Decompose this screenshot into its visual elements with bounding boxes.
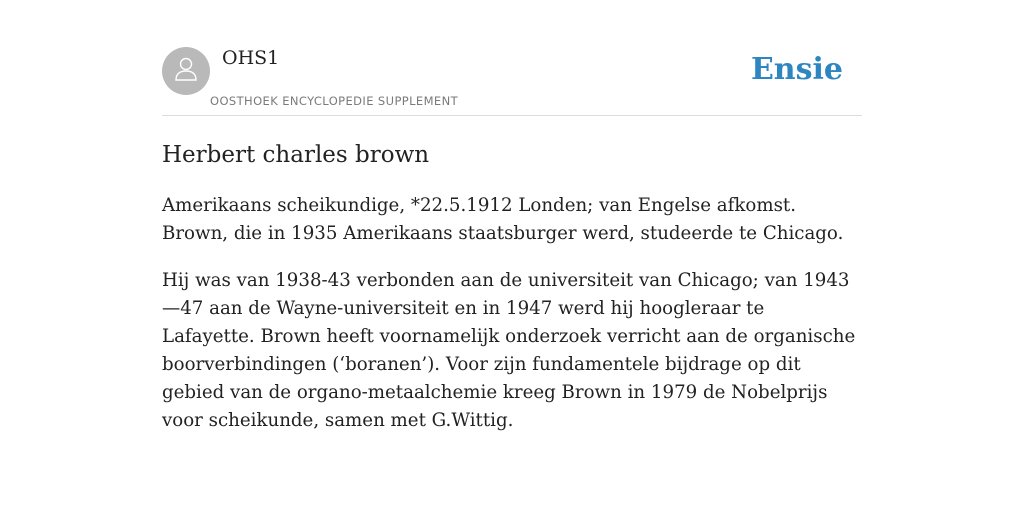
user-icon xyxy=(171,54,201,89)
paragraph: Hij was van 1938-43 verbonden aan de universiteit van Chicago; van 1943—47 aan de Wayne-universiteit en in 1947 werd hij hoogleraar te Lafayette. Brown heeft voornamelijk onderzoek verricht aan de organische boorverbindingen (‘boranen’). Voor zijn fundamentele bijdrage op dit gebied van de organo-metaalchemie kreeg Brown in 1979 de Nobelprijs voor scheikunde, samen met G.Wittig. xyxy=(162,270,856,431)
avatar[interactable] xyxy=(162,47,210,95)
brand-logo[interactable]: Ensie xyxy=(750,52,843,87)
article-title: Herbert charles brown xyxy=(162,142,430,168)
divider xyxy=(162,115,862,116)
article-body xyxy=(162,192,862,454)
paragraph: Amerikaans scheikundige, *22.5.1912 Londen; van Engelse afkomst. Brown, die in 1935 Amerikaans staatsburger werd, studeerde te Chicago. xyxy=(162,195,844,244)
source-label[interactable]: OOSTHOEK ENCYCLOPEDIE SUPPLEMENT xyxy=(210,94,459,108)
author-name[interactable]: OHS1 xyxy=(222,47,280,69)
